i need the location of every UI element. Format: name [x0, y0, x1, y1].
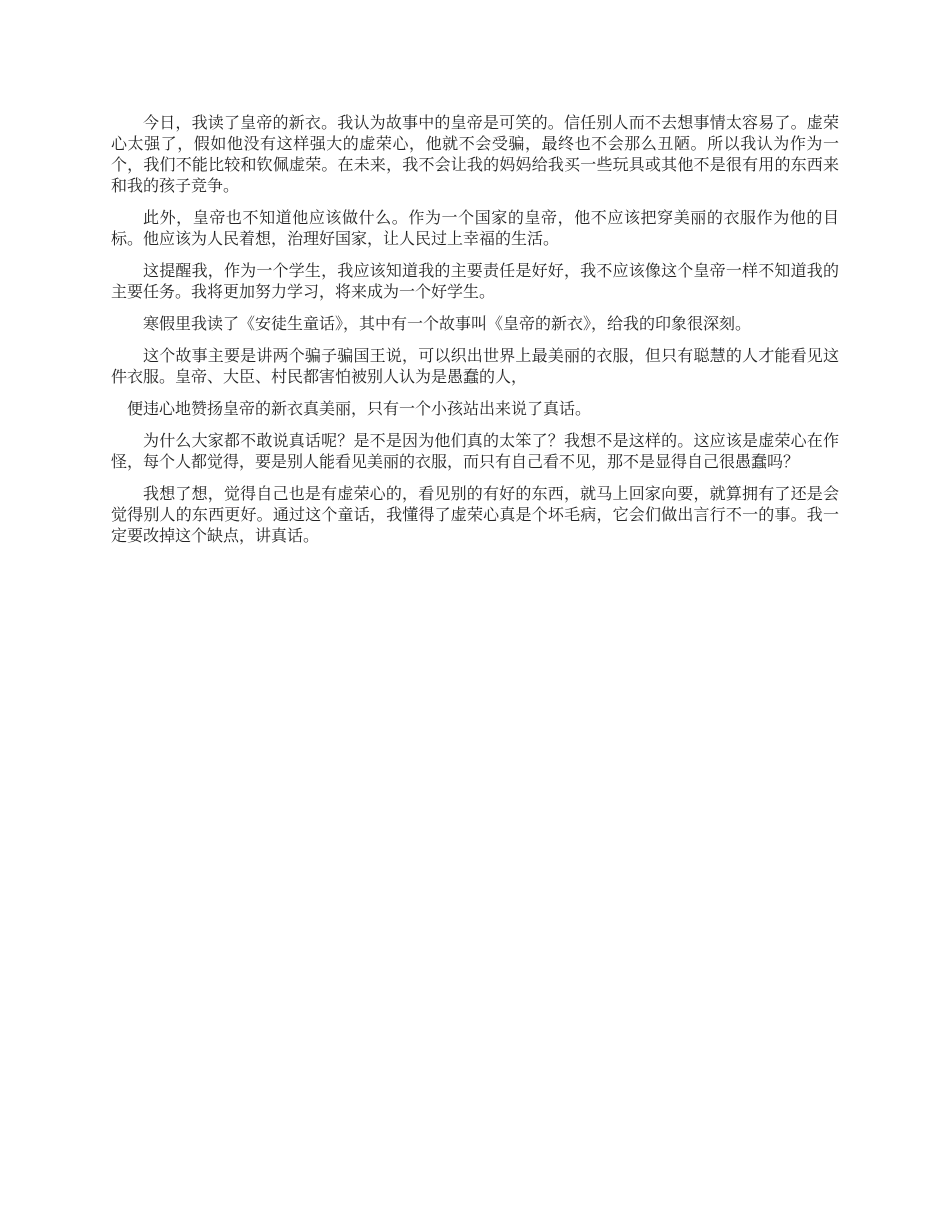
document-body: [111, 112, 839, 557]
paragraph-1: 今日，我读了皇帝的新衣。我认为故事中的皇帝是可笑的。信任别人而不去想事情太容易了。虚荣心太强了，假如他没有这样强大的虚荣心，他就不会受骗，最终也不会那么丑陋。所以我认为作为一个，我们不能比较和钦佩虚荣。在未来，我不会让我的妈妈给我买一些玩具或其他不是很有用的东西来和我的孩子竞争。: [111, 113, 839, 195]
paragraph-7: 为什么大家都不敢说真话呢？是不是因为他们真的太笨了？我想不是这样的。这应该是虚荣心在作怪，每个人都觉得，要是别人能看见美丽的衣服，而只有自己看不见，那不是显得自己很愚蠢吗？: [111, 431, 839, 471]
paragraph-6: 便违心地赞扬皇帝的新衣真美丽，只有一个小孩站出来说了真话。: [127, 399, 592, 418]
paragraph-2: 此外，皇帝也不知道他应该做什么。作为一个国家的皇帝，他不应该把穿美丽的衣服作为他的目标。他应该为人民着想，治理好国家，让人民过上幸福的生活。: [111, 208, 839, 248]
paragraph-8: 我想了想，觉得自己也是有虚荣心的，看见别的有好的东西，就马上回家向要，就算拥有了还是会觉得别人的东西更好。通过这个童话，我懂得了虚荣心真是个坏毛病，它会们做出言行不一的事。我一定要改掉这个缺点，讲真话。: [111, 484, 839, 545]
paragraph-3: 这提醒我，作为一个学生，我应该知道我的主要责任是好好，我不应该像这个皇帝一样不知道我的主要任务。我将更加努力学习，将来成为一个好学生。: [111, 261, 839, 301]
paragraph-5: 这个故事主要是讲两个骗子骗国王说，可以织出世界上最美丽的衣服，但只有聪慧的人才能看见这件衣服。皇帝、大臣、村民都害怕被别人认为是愚蠢的人，: [111, 346, 839, 386]
paragraph-4: 寒假里我读了《安徒生童话》，其中有一个故事叫《皇帝的新衣》，给我的印象很深刻。: [143, 314, 752, 333]
